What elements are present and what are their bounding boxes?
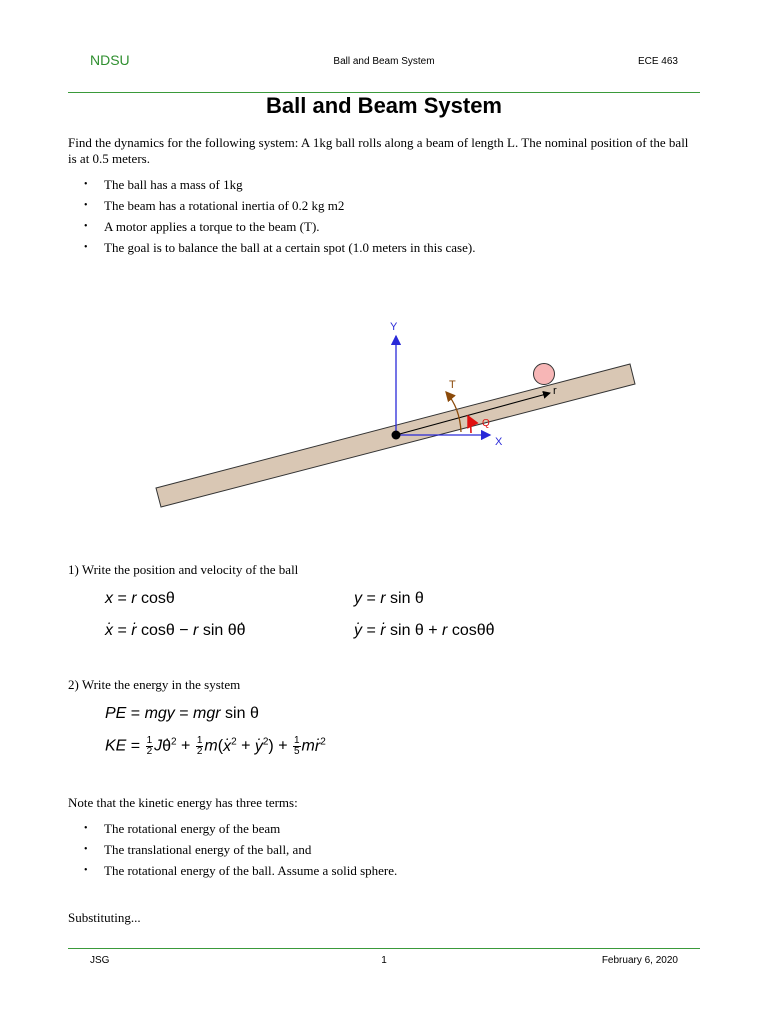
- footer-author: JSG: [90, 955, 110, 966]
- eq-potential-energy: PE = mgy = mgr sin θ: [105, 705, 259, 722]
- bullet-icon: •: [84, 844, 88, 855]
- label-x: X: [495, 436, 503, 448]
- step2-heading: 2) Write the energy in the system: [68, 677, 241, 692]
- list-item: • The goal is to balance the ball at a certain spot (1.0 meters in this case).: [84, 240, 476, 255]
- footer-date: February 6, 2020: [601, 955, 678, 966]
- footer-page-number: 1: [381, 955, 387, 966]
- label-r: r: [553, 385, 557, 397]
- label-torque: T: [449, 379, 456, 391]
- page-title: Ball and Beam System: [266, 93, 502, 118]
- bullet-icon: •: [84, 200, 88, 211]
- list-item: • The translational energy of the ball, and: [84, 842, 312, 857]
- bullet-icon: •: [84, 179, 88, 190]
- ball: [534, 364, 555, 385]
- list-item: • The beam has a rotational inertia of 0.2 kg m2: [84, 198, 345, 213]
- header-doc-title: Ball and Beam System: [333, 56, 435, 67]
- footer-rule: [68, 948, 700, 949]
- closing-text: Substituting...: [68, 910, 141, 925]
- eq-y-position: y = r sin θ: [354, 590, 424, 607]
- eq-y-velocity: y . = r . sin θ + r cosθθ .: [354, 622, 495, 640]
- r-vector: [396, 393, 550, 435]
- header-org: NDSU: [90, 52, 130, 68]
- header-course: ECE 463: [637, 56, 678, 67]
- pivot-point: [392, 431, 401, 440]
- list-item: • The rotational energy of the beam: [84, 821, 281, 836]
- eq-x-position: x = r cosθ: [105, 590, 175, 607]
- eq-x-velocity: x . = r . cosθ − r sin θθ .: [105, 622, 246, 640]
- list-item: • A motor applies a torque to the beam (T).: [84, 219, 320, 234]
- list-item: • The ball has a mass of 1kg: [84, 177, 243, 192]
- label-theta: Q: [482, 418, 490, 429]
- step1-heading: 1) Write the position and velocity of the ball: [68, 562, 299, 577]
- bullet-icon: •: [84, 865, 88, 876]
- label-y: Y: [390, 321, 398, 333]
- eq-kinetic-energy: KE = $\frac{1}{2}$ Jθ .$^2$ + $\frac{1}{2}$ m(x .$^2$ + y .$^2$) + $\frac{1}{5}$ mr .$^2$: [105, 736, 326, 757]
- list-item: • The rotational energy of the ball. Assume a solid sphere.: [84, 863, 398, 878]
- bullet-icon: •: [84, 242, 88, 253]
- note-paragraph: Note that the kinetic energy has three terms:: [68, 795, 298, 810]
- terms-list: [68, 821, 397, 884]
- bullet-icon: •: [84, 823, 88, 834]
- bullet-icon: •: [84, 221, 88, 232]
- intro-paragraph: Find the dynamics for the following system: A 1kg ball rolls along a beam of length L. The nominal position of the ball is at 0.5 meters.: [68, 135, 689, 166]
